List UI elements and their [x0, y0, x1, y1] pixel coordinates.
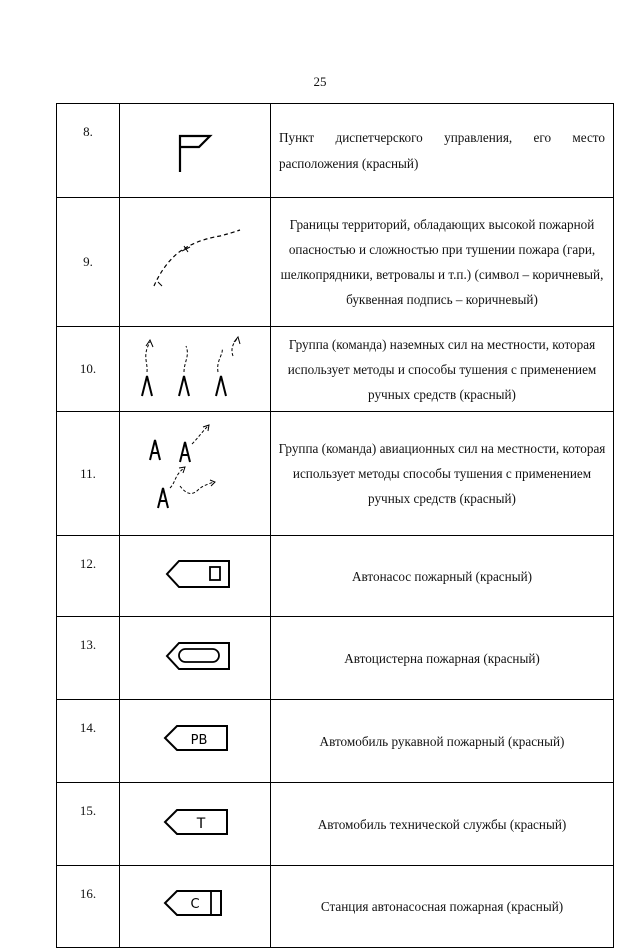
row-description: Станция автонасосная пожарная (красный)	[271, 866, 614, 948]
table-row	[57, 866, 614, 948]
row-description: Пункт диспетчерского управления, его место расположения (красный)	[271, 104, 614, 198]
symbol-cell	[120, 617, 271, 700]
page-number: 25	[313, 74, 327, 89]
symbol-cell	[120, 198, 271, 327]
row-description: Автоцистерна пожарная (красный)	[271, 617, 614, 700]
table-row	[57, 104, 614, 198]
table-row	[57, 198, 614, 327]
symbol-label: Т	[196, 816, 206, 832]
row-description: Границы территорий, обладающих высокой пожарной опасностью и сложностью при тушении пожара (гари, шелкопрядники, ветровалы и т.п.) (символ – коричневый, буквенная подпись – коричневый)	[271, 198, 614, 327]
table-row	[57, 617, 614, 700]
row-number: 15.	[57, 783, 120, 866]
air-crew-icon	[140, 424, 250, 524]
table-row	[57, 700, 614, 783]
table-row	[57, 412, 614, 536]
row-number: 9.	[57, 198, 120, 327]
technical-service-truck-icon	[155, 804, 235, 844]
row-description: Автонасос пожарный (красный)	[271, 536, 614, 617]
pump-station-icon	[155, 887, 235, 927]
row-number: 16.	[57, 866, 120, 948]
fire-pump-truck-icon	[155, 556, 235, 596]
table-row	[57, 536, 614, 617]
fire-tanker-truck-icon	[155, 638, 235, 678]
symbol-cell	[120, 536, 271, 617]
symbol-label: С	[190, 896, 200, 912]
row-description: Группа (команда) авиационных сил на местности, которая использует методы способы тушения с применением ручных средств (красный)	[271, 412, 614, 536]
symbol-cell	[120, 412, 271, 536]
row-description: Автомобиль технической службы (красный)	[271, 783, 614, 866]
row-number: 13.	[57, 617, 120, 700]
row-number: 10.	[57, 327, 120, 412]
symbol-cell	[120, 700, 271, 783]
symbol-cell	[120, 866, 271, 948]
row-description: Автомобиль рукавной пожарный (красный)	[271, 700, 614, 783]
symbols-table	[56, 103, 614, 948]
symbol-cell	[120, 104, 271, 198]
hose-truck-icon	[155, 721, 235, 761]
row-description: Группа (команда) наземных сил на местности, которая использует методы и способы тушения с применением ручных средств (красный)	[271, 327, 614, 412]
table-row	[57, 327, 614, 412]
flag-icon	[165, 126, 225, 176]
row-number: 11.	[57, 412, 120, 536]
table-row	[57, 783, 614, 866]
symbol-label: РВ	[190, 733, 208, 748]
row-number: 12.	[57, 536, 120, 617]
row-number: 8.	[57, 104, 120, 198]
symbol-cell	[120, 783, 271, 866]
boundary-line-icon	[140, 222, 250, 302]
row-number: 14.	[57, 700, 120, 783]
ground-crew-icon	[130, 334, 260, 404]
symbol-cell	[120, 327, 271, 412]
